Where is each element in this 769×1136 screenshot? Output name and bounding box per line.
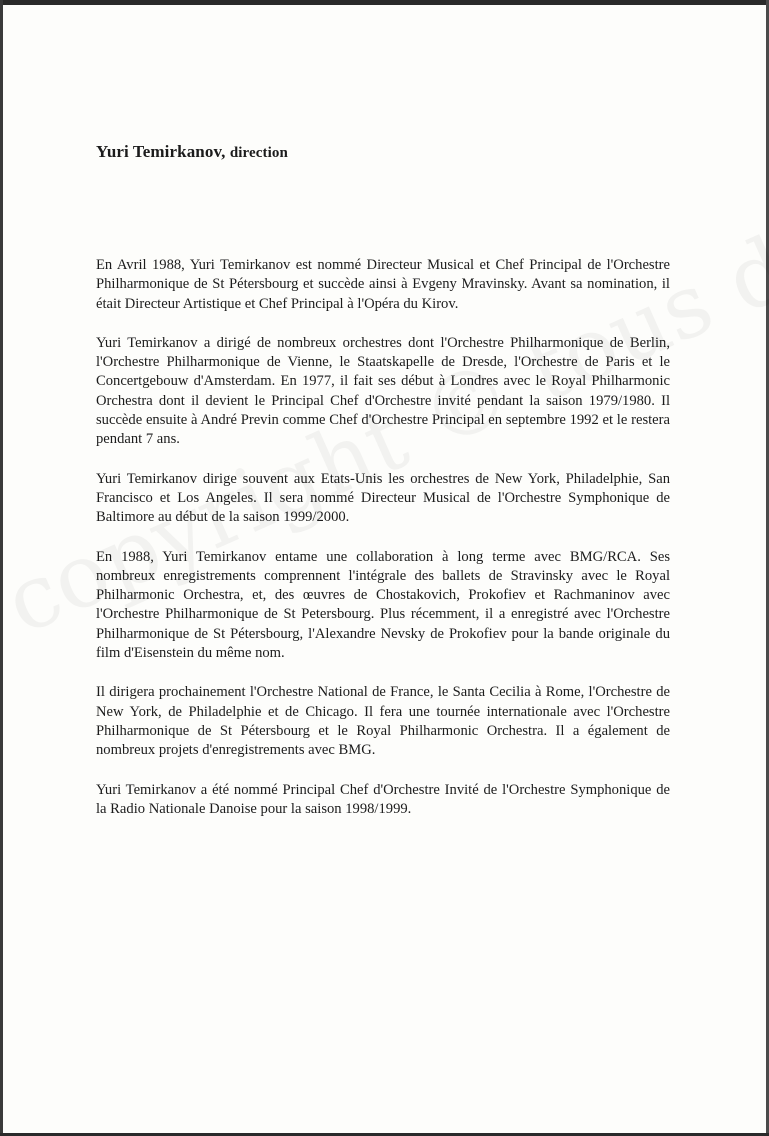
page-title bbox=[96, 142, 288, 162]
conductor-name: Yuri Temirkanov, bbox=[96, 142, 226, 161]
paragraph: En 1988, Yuri Temirkanov entame une collaboration à long terme avec BMG/RCA. Ses nombreux enregistrements comprennent l'intégrale des ballets de Stravinsky avec le Royal Philharmonic Orchestra, et, des œuvres de Chostakovich, Prokofiev et Rachmaninov avec l'Orchestre Philharmonique de St Petersbourg. Plus récemment, il a enregistré avec l'Orchestre Philharmonique de St Pétersbourg, l'Alexandre Nevsky de Prokofiev pour la bande originale du film d'Eisenstein du même nom. bbox=[96, 548, 670, 662]
paragraph: Yuri Temirkanov dirige souvent aux Etats-Unis les orchestres de New York, Philadelphie, San Francisco et Los Angeles. Il sera nommé Directeur Musical de l'Orchestre Symphonique de Baltimore au début de la saison 1999/2000. bbox=[96, 470, 670, 526]
paragraph: Yuri Temirkanov a été nommé Principal Chef d'Orchestre Invité de l'Orchestre Symphonique de la Radio Nationale Danoise pour la saison 1998/1999. bbox=[96, 781, 670, 817]
scan-border-top bbox=[0, 0, 769, 5]
conductor-role: direction bbox=[229, 145, 288, 161]
paragraph: Il dirigera prochainement l'Orchestre National de France, le Santa Cecilia à Rome, l'Orchestre de New York, de Philadelphie et de Chicago. Il fera une tournée internationale avec l'Orchestre Philharmonique de St Pétersbourg et le Royal Philharmonic Orchestra. Il a également de nombreux projets d'enregistrements avec BMG. bbox=[96, 684, 670, 759]
scan-border-left bbox=[0, 0, 3, 1136]
paragraph: En Avril 1988, Yuri Temirkanov est nommé Directeur Musical et Chef Principal de l'Orchestre Philharmonique de St Pétersbourg et succède ainsi à Evgeny Mravinsky. Avant sa nomination, il était Directeur Artistique et Chef Principal à l'Opéra du Kirov. bbox=[96, 257, 670, 312]
biography-text bbox=[96, 256, 670, 839]
paragraph: Yuri Temirkanov a dirigé de nombreux orchestres dont l'Orchestre Philharmonique de Berlin, l'Orchestre Philharmonique de Vienne, le Staatskapelle de Dresde, l'Orchestre de Paris et le Concertgebouw d'Amsterdam. En 1977, il fait ses début à Londres avec le Royal Philharmonic Orchestra dont il devient le Principal Chef d'Orchestre invité pendant la saison 1979/1980. Il succède ensuite à André Previn comme Chef d'Orchestre Principal en septembre 1992 et le restera pendant 7 ans. bbox=[96, 334, 670, 448]
